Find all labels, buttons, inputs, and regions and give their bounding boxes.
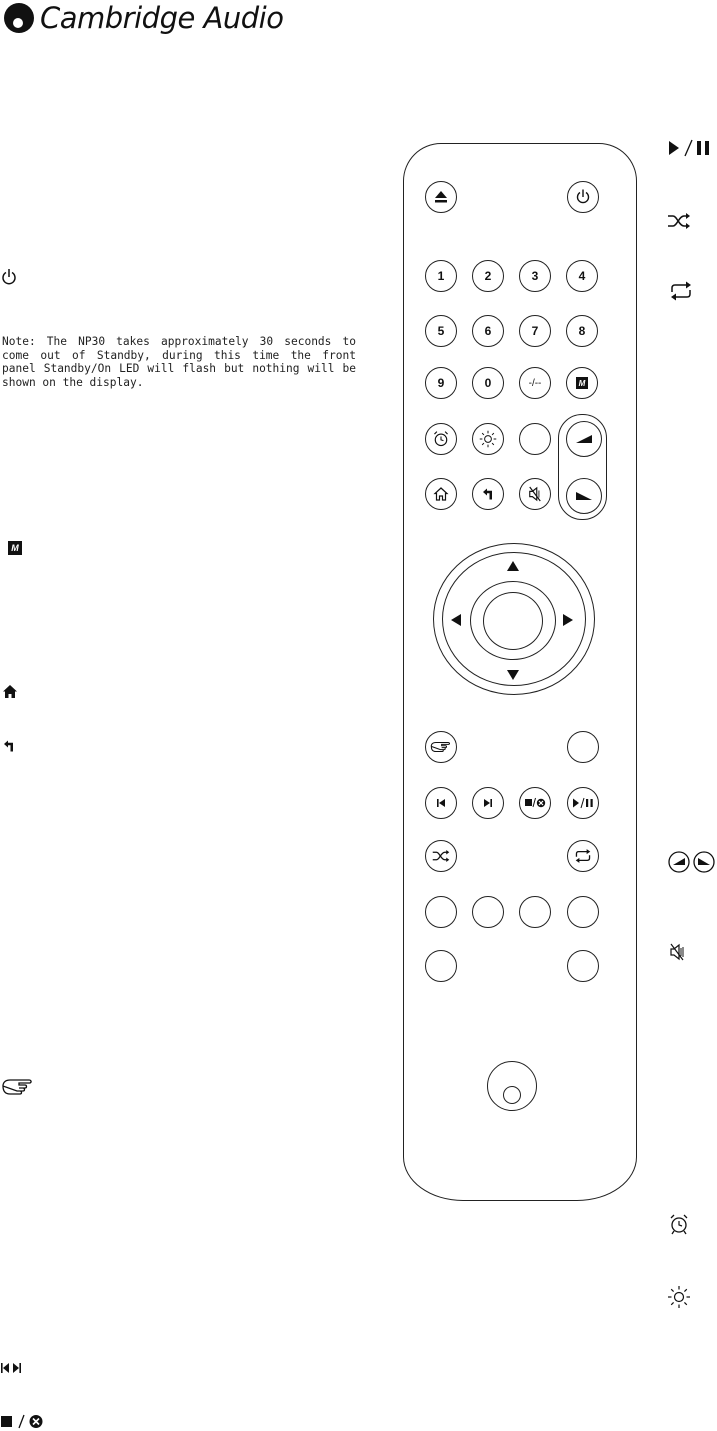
hand-pointer-icon [1,1077,35,1097]
eject-icon [434,190,448,204]
standby-note: Note: The NP30 takes approximately 30 seconds to come out of Standby, during this time the front panel Standby/On LED will flash but nothing will be shown on the display. [2,335,356,389]
hand-pointer-button-icon [430,740,452,754]
brightness-button[interactable] [472,423,504,455]
blank-button-a[interactable] [519,423,551,455]
power-button[interactable] [567,181,599,213]
ok-button[interactable] [483,592,543,650]
stop-clear-icon [524,797,546,809]
back-button[interactable] [472,478,504,510]
number-button-4[interactable]: 4 [566,260,598,292]
preset-button-4[interactable] [567,896,599,928]
volume-icons [668,851,716,873]
blank-button-c[interactable] [425,950,457,982]
m-button-badge: M [576,377,588,389]
number-button-7[interactable]: 7 [519,315,551,347]
number-button-6[interactable]: 6 [472,315,504,347]
stop-clear-button[interactable] [519,787,551,819]
alarm-button[interactable] [425,423,457,455]
preset-button-3[interactable] [519,896,551,928]
number-button-0[interactable]: 0 [472,367,504,399]
number-button-8[interactable]: 8 [566,315,598,347]
stop-close-icons [0,1414,46,1430]
previous-icon [435,797,447,809]
number-button-9[interactable]: 9 [425,367,457,399]
volume-down-button[interactable] [566,478,602,514]
number-button-3[interactable]: 3 [519,260,551,292]
mute-button-icon [528,486,542,502]
blank-button-b[interactable] [567,731,599,763]
eject-button[interactable] [425,181,457,213]
number-button-2[interactable]: 2 [472,260,504,292]
shuffle-button-icon [432,849,450,863]
repeat-button[interactable] [567,840,599,872]
mute-button[interactable] [519,478,551,510]
digit-toggle-button[interactable]: -/-- [519,367,551,399]
nav-down-icon[interactable] [507,670,519,680]
logo-mark-icon [4,3,34,33]
preset-button-1[interactable] [425,896,457,928]
volume-up-button[interactable] [566,421,602,457]
repeat-button-icon [574,848,592,864]
brand-logo [4,2,283,34]
next-icon [482,797,494,809]
home-button[interactable] [425,478,457,510]
volume-up-icon [575,433,593,445]
play-pause-icons [667,138,713,158]
previous-track-button[interactable] [425,787,457,819]
alarm-icon [668,1213,690,1235]
home-button-icon [433,486,449,502]
shuffle-icon [667,212,691,230]
power-button-icon [575,189,591,205]
nav-left-icon[interactable] [451,614,461,626]
m-badge-icon [8,541,22,555]
repeat-icon [669,280,693,302]
m-badge-label: M [11,543,19,553]
preset-button-2[interactable] [472,896,504,928]
number-button-1[interactable]: 1 [425,260,457,292]
shuffle-button[interactable] [425,840,457,872]
back-icon [3,740,15,752]
number-button-5[interactable]: 5 [425,315,457,347]
home-icon [2,684,18,699]
ir-emitter [503,1086,521,1104]
play-pause-button-icon [572,797,594,809]
volume-down-icon [575,490,593,502]
back-button-icon [482,488,494,500]
nav-up-icon[interactable] [507,561,519,571]
blank-button-d[interactable] [567,950,599,982]
brand-name: Cambridge Audio [40,1,284,35]
m-button[interactable] [566,367,598,399]
info-button[interactable] [425,731,457,763]
nav-right-icon[interactable] [563,614,573,626]
power-icon [1,268,17,286]
skip-icons [0,1362,22,1374]
play-pause-button[interactable] [567,787,599,819]
alarm-button-icon [432,430,450,448]
next-track-button[interactable] [472,787,504,819]
mute-icon [669,943,685,961]
brightness-icon [667,1285,691,1309]
brightness-button-icon [479,430,497,448]
